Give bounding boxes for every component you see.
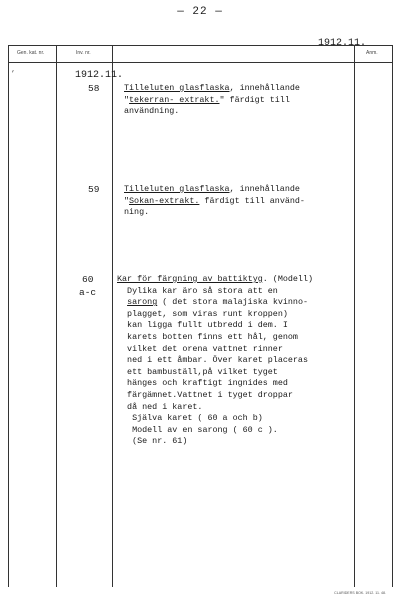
- underlined-text: Sokan-extrakt.: [129, 195, 200, 206]
- right-border: [392, 45, 393, 587]
- printer-footer: CLARIDERS BOK. 1912. 11. 48.: [334, 591, 386, 595]
- entry-60-text: [117, 274, 313, 448]
- text-segment: kan ligga fullt utbredd i dem. I: [117, 320, 288, 331]
- text-line: [117, 297, 313, 309]
- text-segment: Dylika kar äro så stora att en: [117, 285, 278, 296]
- underlined-text: sarong: [127, 297, 158, 308]
- text-line: [124, 207, 305, 219]
- page-number: — 22 —: [177, 6, 223, 18]
- text-segment: karets botten finns ett hål, genom: [117, 331, 298, 342]
- text-line: [117, 274, 313, 286]
- entry-60-number: 60: [82, 274, 94, 285]
- underlined-text: Tilleluten glasflaska: [124, 184, 230, 194]
- text-line: [124, 106, 300, 118]
- text-segment: " färdigt till: [219, 94, 290, 105]
- column-divider-gen-kat: [56, 45, 57, 587]
- text-segment: (Se nr. 61): [117, 436, 188, 447]
- text-segment: vilket det orena vattnet rinner: [117, 343, 283, 354]
- entry-58-text: [124, 83, 300, 118]
- text-segment: användning.: [124, 106, 180, 117]
- text-line: [117, 436, 313, 448]
- top-date: 1912.11.: [318, 38, 367, 49]
- text-line: [117, 367, 313, 379]
- left-border: [8, 45, 9, 587]
- text-segment: färdigt till använd-: [199, 195, 305, 206]
- text-line: [117, 413, 313, 425]
- entry-59-text: [124, 184, 305, 219]
- text-segment: plagget, som viras runt kroppen): [117, 308, 288, 319]
- text-segment: ett bambuställ,på vilket tyget: [117, 366, 278, 377]
- column-divider-inv: [112, 45, 113, 587]
- column-divider-anm: [354, 45, 355, 587]
- text-line: [117, 320, 313, 332]
- text-line: [117, 378, 313, 390]
- text-segment: ": [124, 94, 130, 105]
- text-line: [117, 425, 313, 437]
- header-gen-kat: Gen. kat. nr.: [17, 50, 45, 56]
- text-line: [117, 286, 313, 298]
- text-line: [124, 196, 305, 208]
- table-top-rule: [8, 45, 392, 46]
- text-segment: ( det stora malajiska kvinno-: [157, 297, 308, 308]
- header-bottom-rule: [8, 62, 392, 63]
- text-segment: ": [124, 195, 130, 206]
- underlined-text: Tilleluten glasflaska: [124, 83, 230, 93]
- entry-date: 1912.11.: [75, 70, 124, 81]
- text-segment: färgämnet.Vattnet i tyget droppar: [117, 389, 293, 400]
- text-segment: . (Modell): [262, 274, 314, 284]
- text-segment: hänges och kraftigt ingnides med: [117, 378, 288, 389]
- text-line: [124, 184, 305, 196]
- underlined-text: Kar för färgning av battiktyg: [117, 274, 263, 284]
- text-segment: , innehållande: [229, 184, 300, 194]
- entry-58-number: 58: [88, 83, 100, 94]
- text-line: [117, 402, 313, 414]
- text-line: [117, 390, 313, 402]
- underlined-text: tekerran- extrakt.: [129, 94, 220, 105]
- text-segment: [117, 297, 127, 307]
- text-segment: Modell av en sarong ( 60 c ).: [117, 424, 278, 435]
- text-segment: då ned i karet.: [117, 401, 203, 412]
- entry-59-number: 59: [88, 184, 100, 195]
- header-anm: Anm.: [366, 50, 378, 56]
- text-line: [124, 83, 300, 95]
- text-line: [117, 309, 313, 321]
- header-inv: Inv. nr.: [76, 50, 91, 56]
- margin-tick: ‚: [11, 66, 16, 74]
- text-segment: ned i ett åmbar. Över karet placeras: [117, 355, 308, 366]
- text-line: [117, 344, 313, 356]
- text-line: [124, 95, 300, 107]
- text-line: [117, 332, 313, 344]
- text-line: [117, 355, 313, 367]
- entry-60-subnumber: a-c: [79, 287, 97, 298]
- text-segment: Själva karet ( 60 a och b): [117, 413, 263, 424]
- text-segment: , innehållande: [229, 83, 300, 93]
- text-segment: ning.: [124, 207, 150, 218]
